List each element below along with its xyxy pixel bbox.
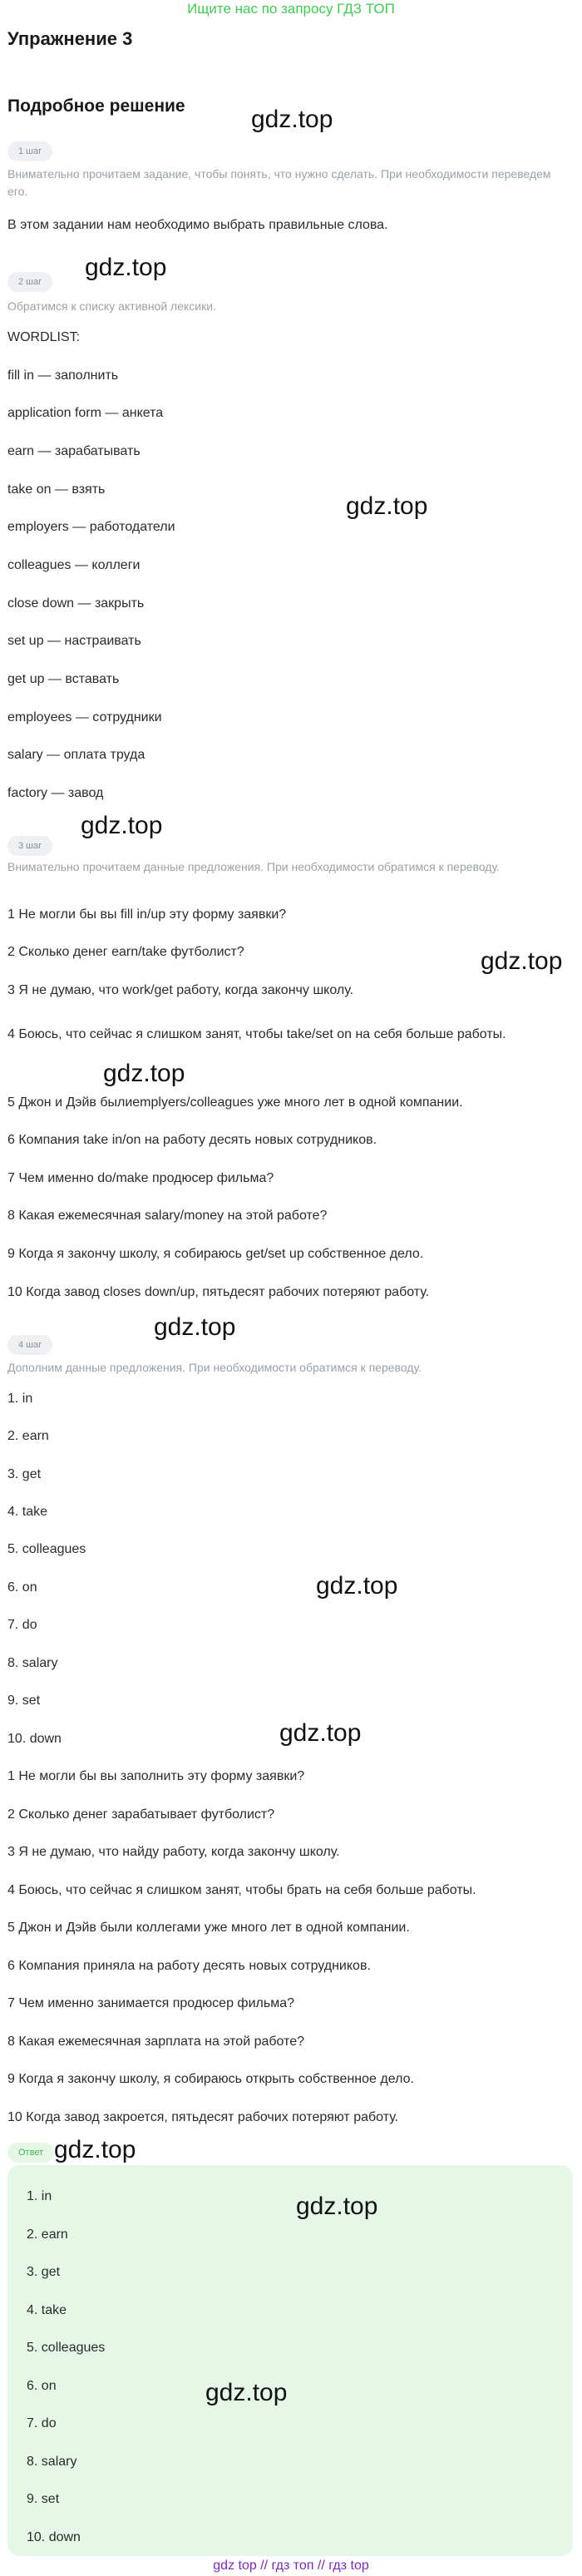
translated-sentence: 4 Боюсь, что сейчас я слишком занят, чтобы брать на себя больше работы.: [7, 1883, 476, 1897]
wordlist-item: employees — сотрудники: [7, 710, 162, 724]
translated-sentence: 5 Джон и Дэйв были коллегами уже много лет в одной компании.: [7, 1921, 410, 1935]
watermark: gdz.top: [205, 2379, 288, 2406]
wordlist-item: take on — взять: [7, 482, 106, 497]
wordlist-item: salary — оплата труда: [7, 748, 146, 762]
watermark: gdz.top: [316, 1572, 398, 1599]
wordlist-item: fill in — заполнить: [7, 368, 119, 383]
watermark: gdz.top: [54, 2136, 136, 2163]
translated-sentence: 8 Какая ежемесячная зарплата на этой работе?: [7, 2035, 305, 2049]
watermark: gdz.top: [346, 492, 428, 520]
exercise-sentence: 3 Я не думаю, что work/get работу, когда закончу школу.: [7, 983, 354, 997]
translated-sentence: 6 Компания приняла на работу десять новых сотрудников.: [7, 1959, 371, 1973]
answer-word: 6. on: [7, 1580, 37, 1595]
wordlist-item: get up — вставать: [7, 672, 120, 686]
step-3-badge: 3 шаг: [7, 836, 52, 856]
answer-word: 5. colleagues: [7, 1542, 86, 1556]
answer-item: 1. in: [27, 2189, 52, 2203]
answer-item: 3. get: [27, 2265, 61, 2279]
watermark: gdz.top: [85, 254, 167, 281]
translated-sentence: 3 Я не думаю, что найду работу, когда закончу школу.: [7, 1845, 340, 1859]
wordlist-item: earn — зарабатывать: [7, 444, 141, 458]
footer-links[interactable]: gdz top // гдз топ // гдз top: [213, 2559, 369, 2573]
answer-item: 6. on: [27, 2379, 57, 2393]
exercise-sentence: 4 Боюсь, что сейчас я слишком занят, чтобы take/set on на себя больше работы.: [7, 1027, 506, 1041]
watermark: gdz.top: [296, 2193, 378, 2220]
watermark: gdz.top: [481, 947, 563, 975]
exercise-sentence: 5 Джон и Дэйв былиemplyers/colleagues уже много лет в одной компании.: [7, 1095, 463, 1110]
wordlist-item: colleagues — коллеги: [7, 558, 141, 572]
step-4-badge: 4 шаг: [7, 1335, 52, 1355]
answer-item: 8. salary: [27, 2455, 77, 2469]
answer-item: 2. earn: [27, 2227, 68, 2242]
answer-item: 7. do: [27, 2416, 57, 2430]
answer-word: 8. salary: [7, 1656, 58, 1670]
step-3-hint: Внимательно прочитаем данные предложения. При необходимости обратимся к переводу.: [7, 860, 500, 873]
step-2-badge: 2 шаг: [7, 272, 52, 292]
answer-word: 2. earn: [7, 1429, 49, 1443]
wordlist-title: WORDLIST:: [7, 330, 81, 344]
exercise-sentence: 7 Чем именно do/make продюсер фильма?: [7, 1171, 274, 1185]
step-4-hint: Дополним данные предложения. При необходимости обратимся к переводу.: [7, 1361, 422, 1374]
step-1-hint: Внимательно прочитаем задание, чтобы понять, что нужно сделать. При необходимости переведем его.: [7, 167, 551, 198]
exercise-sentence: 8 Какая ежемесячная salary/money на этой работе?: [7, 1209, 328, 1223]
step-2-hint: Обратимся к списку активной лексики.: [7, 299, 216, 313]
step-1-badge: 1 шаг: [7, 141, 52, 161]
watermark: gdz.top: [251, 106, 333, 133]
exercise-sentence: 1 Не могли бы вы fill in/up эту форму заявки?: [7, 907, 287, 922]
watermark: gdz.top: [154, 1313, 236, 1341]
wordlist-item: employers — работодатели: [7, 520, 175, 534]
exercise-sentence: 6 Компания take in/on на работу десять новых сотрудников.: [7, 1133, 377, 1147]
answer-item: 5. colleagues: [27, 2341, 106, 2355]
solution-heading: Подробное решение: [7, 96, 185, 116]
translated-sentence: 9 Когда я закончу школу, я собираюсь открыть собственное дело.: [7, 2072, 414, 2086]
watermark: gdz.top: [103, 1060, 185, 1087]
answer-item: 4. take: [27, 2303, 67, 2317]
watermark: gdz.top: [81, 812, 163, 839]
answer-word: 7. do: [7, 1618, 37, 1632]
wordlist-item: close down — закрыть: [7, 596, 145, 611]
page-title: Упражнение 3: [7, 28, 133, 49]
search-hint-banner[interactable]: Ищите нас по запросу ГДЗ ТОП: [187, 1, 395, 17]
translated-sentence: 2 Сколько денег зарабатывает футболист?: [7, 1807, 275, 1822]
translated-sentence: 1 Не могли бы вы заполнить эту форму заявки?: [7, 1769, 305, 1783]
exercise-sentence: 10 Когда завод closes down/up, пятьдесят рабочих потеряют работу.: [7, 1285, 430, 1299]
answer-word: 1. in: [7, 1392, 33, 1406]
translated-sentence: 7 Чем именно занимается продюсер фильма?: [7, 1996, 294, 2010]
wordlist-item: factory — завод: [7, 786, 104, 800]
exercise-sentence: 2 Сколько денег earn/take футболист?: [7, 945, 244, 959]
wordlist-item: application form — анкета: [7, 406, 164, 420]
answer-word: 9. set: [7, 1693, 41, 1708]
watermark: gdz.top: [279, 1719, 362, 1747]
answer-word: 3. get: [7, 1467, 42, 1481]
answer-box: [7, 2165, 573, 2556]
answer-item: 9. set: [27, 2492, 60, 2506]
answer-word: 4. take: [7, 1505, 48, 1519]
exercise-sentence: 9 Когда я закончу школу, я собираюсь get/set up собственное дело.: [7, 1247, 424, 1261]
answer-badge: Ответ: [7, 2143, 54, 2163]
translated-sentence: 10 Когда завод закроется, пятьдесят рабочих потеряют работу.: [7, 2110, 399, 2124]
answer-item: 10. down: [27, 2530, 81, 2544]
wordlist-item: set up — настраивать: [7, 634, 141, 648]
answer-word: 10. down: [7, 1732, 62, 1746]
step-1-text: В этом задании нам необходимо выбрать правильные слова.: [7, 218, 388, 232]
